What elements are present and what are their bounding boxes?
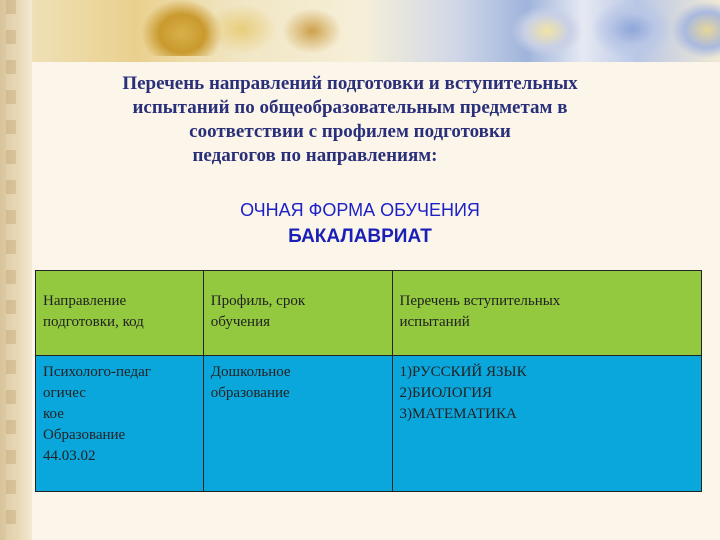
title-line: соответствии с профилем подготовки [189, 121, 511, 142]
table-header-row [36, 271, 702, 356]
cell-text: обучения [210, 314, 270, 330]
title-line: педагогов по направлениям: [192, 145, 438, 166]
flower-decoration [592, 0, 672, 58]
flower-decoration [672, 2, 720, 58]
programs-table [35, 270, 702, 492]
page-title [40, 72, 660, 168]
cell-text: Образование [43, 427, 126, 443]
cell-direction [36, 356, 204, 492]
flower-decoration [512, 6, 582, 56]
leaf-decoration [207, 4, 277, 54]
cell-text: подготовки, код [43, 314, 144, 330]
cell-text: Профиль, срок [210, 293, 306, 309]
cell-text: Психолого-педаг [43, 364, 151, 380]
decorative-banner [32, 0, 720, 62]
cell-text: Перечень вступительных [399, 293, 561, 309]
cell-text: 2)БИОЛОГИЯ [399, 385, 493, 401]
cell-text: образование [210, 385, 290, 401]
cell-text: 3)МАТЕМАТИКА [399, 406, 517, 422]
title-line: испытаний по общеобразовательным предметам в [132, 97, 568, 118]
header-cell-direction [36, 271, 204, 356]
cell-exams [392, 356, 702, 492]
study-form-label: ОЧНАЯ ФОРМА ОБУЧЕНИЯ [240, 200, 480, 220]
cell-text: Дошкольное [210, 364, 291, 380]
cell-text: огичес [43, 385, 86, 401]
title-line: Перечень направлений подготовки и вступительных [122, 73, 578, 94]
header-cell-profile [203, 271, 392, 356]
table-row [36, 356, 702, 492]
cell-text: Направление [43, 293, 127, 309]
cell-text: кое [43, 406, 64, 422]
cell-text: 1)РУССКИЙ ЯЗЫК [399, 364, 527, 380]
decorative-left-strip [0, 0, 32, 540]
cell-profile [203, 356, 392, 492]
degree-label: БАКАЛАВРИАТ [288, 226, 432, 247]
cell-text: испытаний [399, 314, 470, 330]
cell-text: 44.03.02 [43, 448, 96, 464]
header-cell-exams [392, 271, 702, 356]
leaf-decoration [282, 8, 342, 54]
